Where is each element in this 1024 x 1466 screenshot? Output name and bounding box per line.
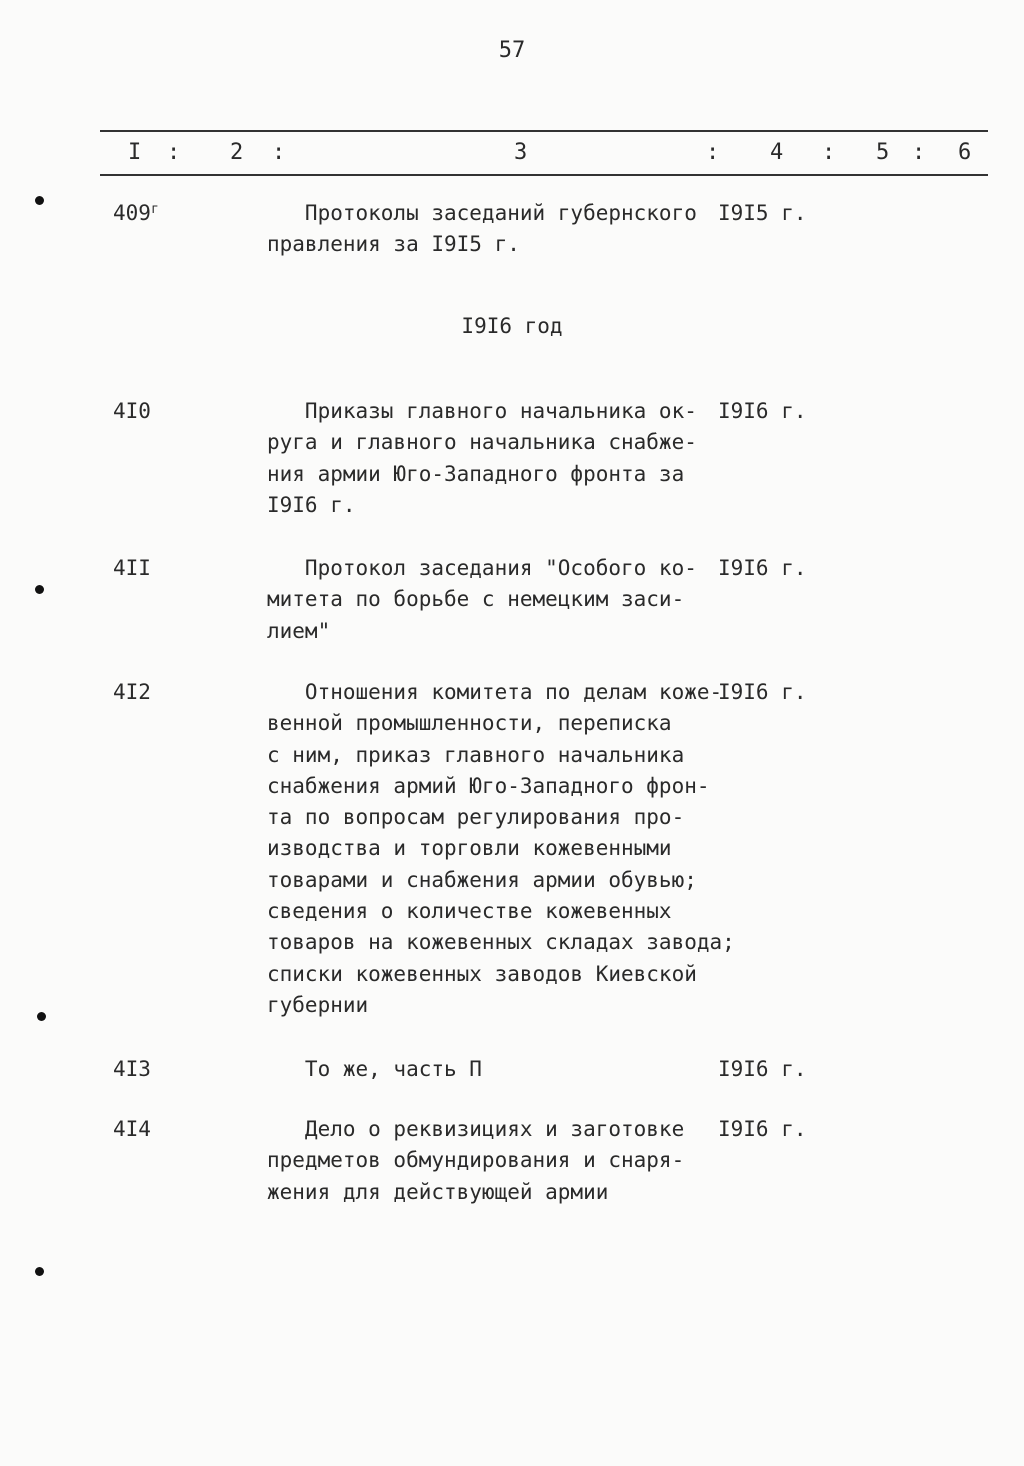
page-number: 57 [498,38,526,63]
description-line: I9I6 г. [267,492,356,517]
header-col-3: 3 [514,140,528,165]
entry-date: I9I6 г. [718,680,807,704]
header-col-5: 5 [876,140,890,165]
header-separator: : [822,140,836,165]
header-separator: : [272,140,286,165]
description-line: ния армии Юго-Западного фронта за [267,461,685,486]
entry-description [267,396,737,521]
description-line: То же, часть П [267,1057,482,1081]
entry-number: 4I2 [113,680,151,704]
description-line: Протокол заседания "Особого ко- [267,556,697,580]
header-col-2: 2 [230,140,244,165]
description-line: руга и главного начальника снабже- [267,430,697,455]
description-line: товаров на кожевенных складах завода; [267,930,735,955]
punch-hole-mark [35,196,44,205]
entry-description [267,677,737,1021]
entry-description [267,198,737,261]
description-line: венной промышленности, переписка [267,711,672,736]
description-line: списки кожевенных заводов Киевской [267,961,697,986]
description-line: товарами и снабжения армии обувью; [267,867,697,892]
description-line: изводства и торговли кожевенными [267,836,672,861]
description-line: митета по борьбе с немецким заси- [267,587,685,612]
header-col-6: 6 [958,140,972,165]
entry-number: 4I0 [113,399,151,423]
description-line: жения для действующей армии [267,1179,609,1204]
header-separator: : [167,140,181,165]
table-header-top-rule [100,130,988,132]
entry-date: I9I6 г. [718,399,807,423]
table-header-bottom-rule [100,174,988,176]
punch-hole-mark [37,1012,46,1021]
entry-number: 4II [113,556,151,580]
description-line: лием" [267,618,331,643]
description-line: Протоколы заседаний губернского [267,201,697,225]
description-line: сведения о количестве кожевенных [267,899,672,924]
header-col-1: I [128,140,142,165]
entry-date: I9I6 г. [718,556,807,580]
entry-number: 4I3 [113,1057,151,1081]
entry-description [267,553,737,647]
description-line: с ним, приказ главного начальника [267,742,685,767]
description-line: Приказы главного начальника ок- [267,399,697,423]
header-col-4: 4 [770,140,784,165]
year-heading: I9I6 год [461,314,563,338]
description-line: снабжения армий Юго-Западного фрон- [267,773,710,798]
description-line: губернии [267,992,369,1017]
entry-date: I9I6 г. [718,1057,807,1081]
entry-number: $409^г$ [113,201,159,225]
punch-hole-mark [35,1267,44,1276]
punch-hole-mark [35,585,44,594]
description-line: Отношения комитета по делам коже- [267,680,723,704]
entry-description [267,1114,737,1208]
header-separator: : [912,140,926,165]
entry-date: I9I5 г. [718,201,807,225]
entry-date: I9I6 г. [718,1117,807,1141]
description-line: правления за I9I5 г. [267,232,520,257]
description-line: предметов обмундирования и снаря- [267,1148,685,1173]
description-line: та по вопросам регулирования про- [267,805,685,830]
entry-description [267,1054,737,1085]
header-separator: : [706,140,720,165]
entry-number-suffix: г [150,202,159,217]
entry-number: 4I4 [113,1117,151,1141]
description-line: Дело о реквизициях и заготовке [267,1117,685,1141]
